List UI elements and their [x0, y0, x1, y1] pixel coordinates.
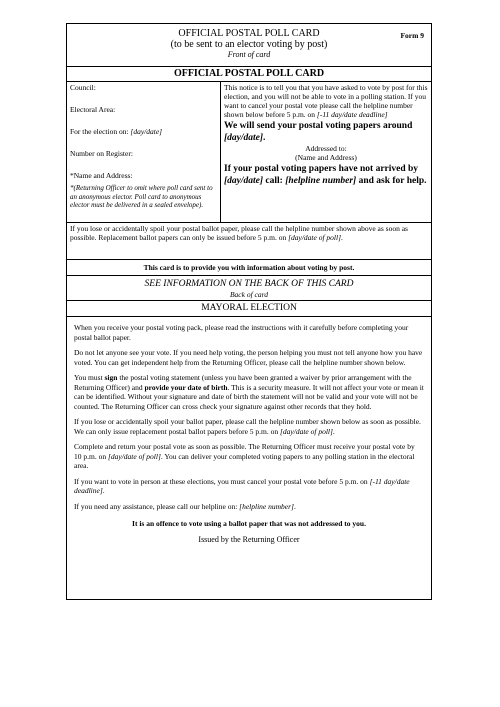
register-number-label: Number on Register:	[70, 149, 133, 158]
instruction-vote-in-person: If you want to vote in person at these elections, you must cancel your postal vote before 5 p.m. on [-11 day/date deadline].	[74, 476, 410, 495]
back-instructions	[67, 317, 431, 544]
front-face-label: Front of card	[227, 50, 271, 59]
election-heading: MAYORAL ELECTION	[67, 301, 431, 317]
instruction-secrecy: Do not let anyone see your vote. If you need help voting, the person helping you must not tell anyone how you have voted. You can get independent help from the Returning Officer, please call the helpline number shown below.	[74, 348, 423, 367]
instruction-read-pack: When you receive your postal voting pack, please read the instructions with it carefully before completing your postal ballot paper.	[74, 323, 409, 342]
info-statement: This card is to provide you with information about voting by post.	[67, 260, 431, 276]
elector-details	[67, 82, 221, 222]
addressed-to-label: Addressed to:	[305, 144, 347, 153]
back-face-label: Back of card	[67, 290, 431, 301]
postal-poll-card	[66, 23, 432, 600]
front-details	[67, 82, 431, 223]
see-back-notice: SEE INFORMATION ON THE BACK OF THIS CARD	[144, 279, 354, 289]
form-number: Form 9	[400, 31, 424, 40]
electoral-area-label: Electoral Area:	[70, 105, 116, 114]
instruction-return-vote: Complete and return your postal vote as soon as possible. The Returning Officer must receive your postal vote by 10 p.m. on [day/date of poll]. You can deliver your completed voting papers to any polling station in the electoral area.	[74, 442, 415, 470]
document-subtitle: (to be sent to an elector voting by post)	[170, 39, 328, 50]
postal-notice	[221, 82, 431, 222]
issued-by: Issued by the Returning Officer	[198, 534, 300, 544]
card-header	[67, 24, 431, 67]
card-title: OFFICIAL POSTAL POLL CARD	[67, 67, 431, 82]
send-papers-notice: We will send your postal voting papers around [day/date].	[224, 121, 413, 143]
anonymous-elector-note: *(Returning Officer to omit where poll card sent to an anonymous elector. Poll card to anonymous elector must be delivered in a sealed envelope).	[70, 184, 213, 209]
document-title: OFFICIAL POSTAL POLL CARD	[178, 28, 320, 39]
offence-warning: It is an offence to vote using a ballot paper that was not addressed to you.	[132, 519, 366, 528]
name-and-address-placeholder: (Name and Address)	[295, 153, 357, 162]
name-address-label: *Name and Address:	[70, 171, 133, 180]
not-arrived-notice: If your postal voting papers have not arrived by [day/date] call: [helpline number] and ask for help.	[224, 164, 427, 186]
notice-text: This notice is to tell you that you have asked to vote by post for this election, and you will not be able to vote in a polling station. If you want to cancel your postal vote please call the helpline number shown below before 5 p.m. on [-11 day/date deadline]	[224, 83, 428, 119]
council-label: Council:	[70, 83, 96, 92]
election-date-label: For the election on: [day/date]	[70, 127, 163, 136]
instruction-sign-statement: You must sign the postal voting statement (unless you have been granted a waiver by prior arrangement with the Returning Officer) and provide your date of birth. This is a security measure. It will not affect your vote or mean it can be identified. Without your signature and date of birth the statement will not be valid and your vote will not be counted. The Returning Officer can cross check your signature against other records that they hold.	[74, 373, 424, 411]
instruction-helpline: If you need any assistance, please call our helpline on: [helpline number].	[74, 501, 296, 511]
spoiled-ballot-notice: If you lose or accidentally spoil your postal ballot paper, please call the helpline number shown above as soon as possible. Replacement ballot papers can only be issued before 5 p.m. on [day/date of poll].	[67, 223, 431, 260]
instruction-spoiled-ballot: If you lose or accidentally spoil your ballot paper, please call the helpline number shown below as soon as possible. We can only issue replacement postal ballot papers before 5 p.m. on [day/date of poll].	[74, 417, 421, 436]
